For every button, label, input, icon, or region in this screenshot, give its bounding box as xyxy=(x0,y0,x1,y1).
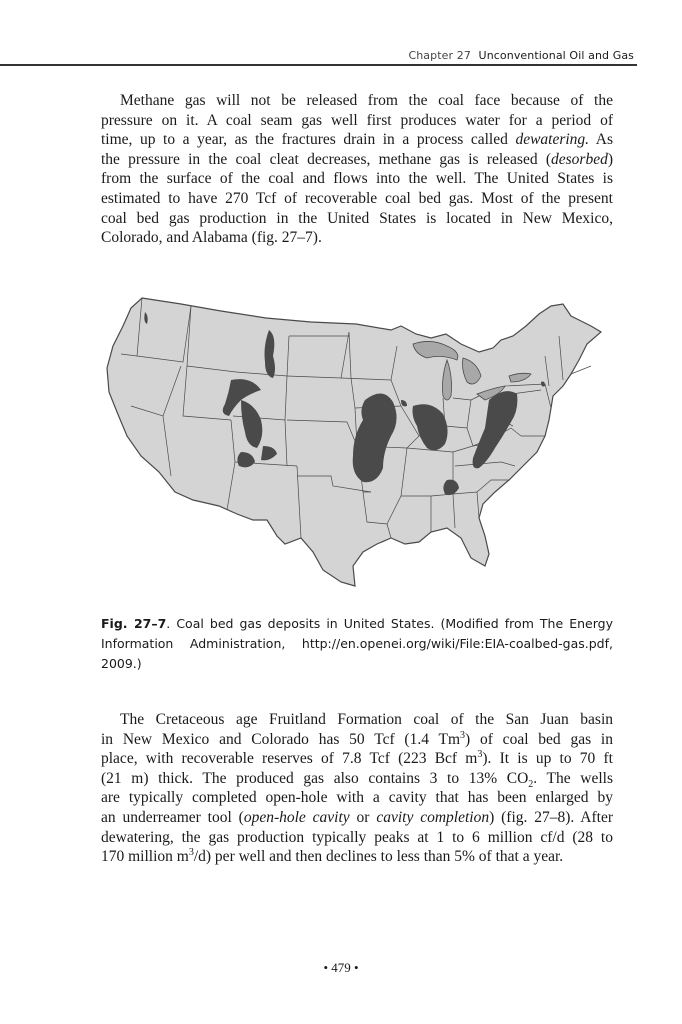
figure-label: Fig. 27–7 xyxy=(101,616,167,631)
caption-line: 2009.) xyxy=(101,656,142,671)
term-dewatering: dewatering. xyxy=(515,131,590,149)
caption-line: Fig. 27–7. Coal bed gas deposits in United States. (Modified from The Energy xyxy=(101,616,613,631)
us-coal-bed-gas-map xyxy=(101,296,613,596)
text-line: an underreamer tool (open-hole cavity or cavity completion) (fig. 27–8). After xyxy=(101,808,614,826)
text-line: are typically completed open-hole with a cavity that has been enlarged by xyxy=(101,789,613,807)
text-line: in New Mexico and Colorado has 50 Tcf (1.4 Tm$^3$) of coal bed gas in xyxy=(101,729,613,748)
term-desorbed: desorbed xyxy=(551,150,608,168)
text-line: time, up to a year, as the fractures drain in a process called dewatering. As xyxy=(101,131,613,149)
text-line: from the surface of the coal and flows into the well. The United States is xyxy=(101,170,613,188)
text-line: dewatering, the gas production typically peaks at 1 to 6 million cf/d (28 to xyxy=(101,828,613,846)
text-line: coal bed gas production in the United States is located in New Mexico, xyxy=(101,209,613,227)
us-landmass xyxy=(107,298,601,586)
body-paragraph-2 xyxy=(101,710,613,867)
running-header xyxy=(408,49,634,62)
term-cavity-completion: cavity completion xyxy=(376,808,490,826)
text-line: pressure on it. A coal seam gas well first produces water for a period of xyxy=(101,111,613,129)
text-line: (21 m) thick. The produced gas also contains 3 to 13% $CO_2$. The wells xyxy=(101,769,613,790)
figure-caption xyxy=(101,614,613,674)
chapter-title: Unconventional Oil and Gas xyxy=(478,49,634,62)
text-line: Colorado, and Alabama (fig. 27–7). xyxy=(101,229,322,247)
text-line: estimated to have 270 Tcf of recoverable coal bed gas. Most of the present xyxy=(101,189,613,207)
text-line: Methane gas will not be released from the coal face because of the xyxy=(120,92,613,109)
text-line: place, with recoverable reserves of 7.8 Tcf (223 Bcf $m^3$). It is up to 70 ft xyxy=(101,749,613,768)
text-line: the pressure in the coal cleat decreases, methane gas is released (desorbed) xyxy=(101,150,613,168)
page-number: • 479 • xyxy=(323,960,359,975)
body-paragraph-1 xyxy=(101,91,613,248)
text-line: The Cretaceous age Fruitland Formation coal of the San Juan basin xyxy=(120,711,613,728)
term-open-hole-cavity: open-hole cavity xyxy=(243,808,350,826)
header-rule xyxy=(0,64,637,66)
text-line: 170 million $m^3/d$) per well and then declines to less than 5% of that a year. xyxy=(101,847,564,866)
caption-line: Information Administration, http://en.openei.org/wiki/File:EIA-coalbed-gas.pdf, xyxy=(101,636,613,651)
chapter-number: Chapter 27 xyxy=(408,49,471,62)
